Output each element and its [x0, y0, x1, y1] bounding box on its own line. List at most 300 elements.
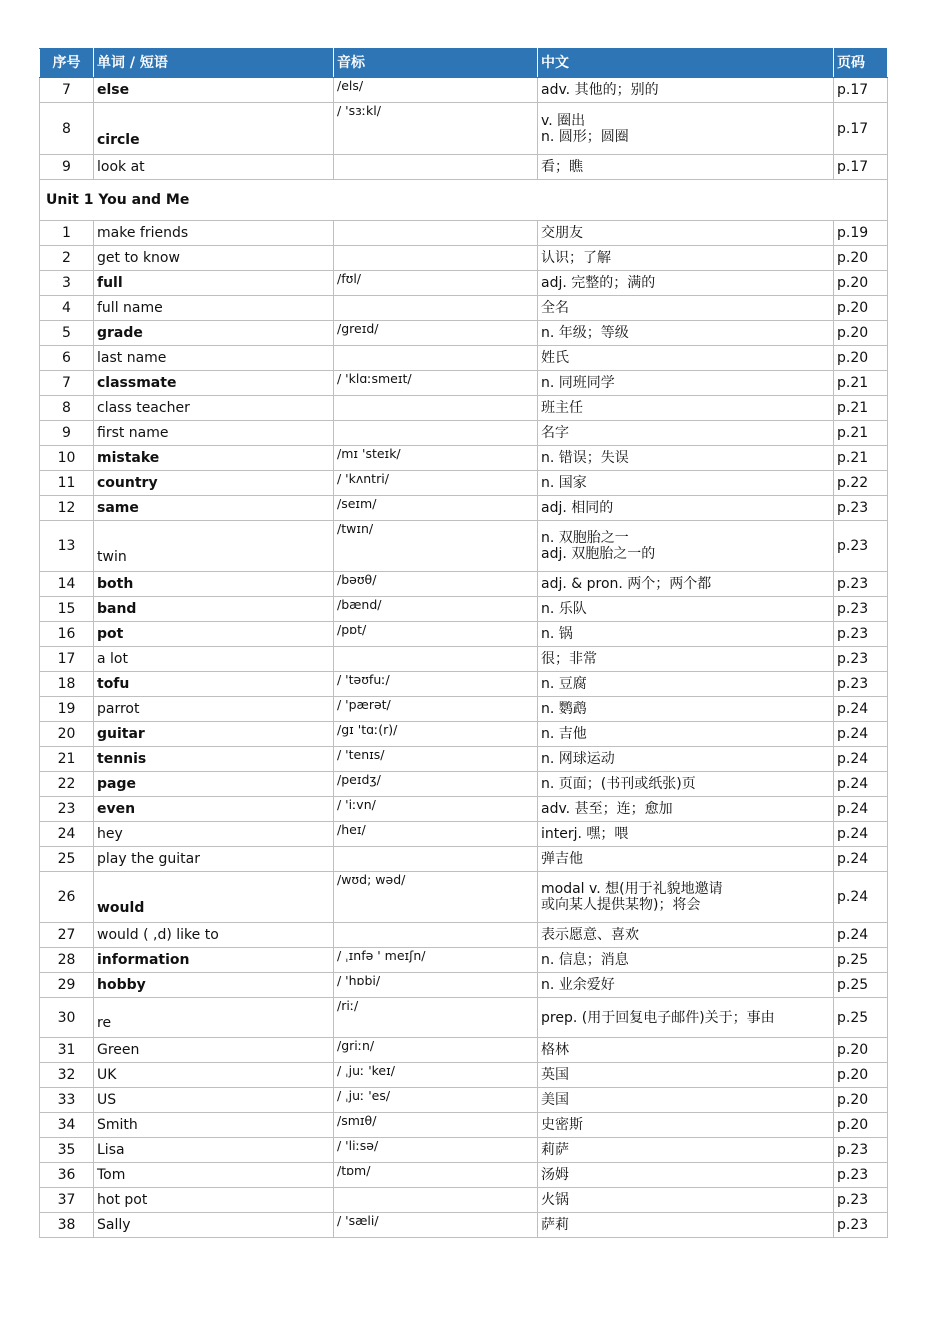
- row-word: UK: [94, 1063, 334, 1088]
- row-word: full: [94, 271, 334, 296]
- table-row: [40, 471, 888, 496]
- row-number: 10: [40, 446, 94, 471]
- row-number: 4: [40, 296, 94, 321]
- chinese-line: adj. 双胞胎之一的: [541, 546, 656, 562]
- row-page: p.17: [834, 78, 888, 103]
- row-phonetic: [334, 155, 538, 180]
- row-number: 33: [40, 1088, 94, 1113]
- table-row: [40, 1063, 888, 1088]
- row-page: p.23: [834, 647, 888, 672]
- row-word: last name: [94, 346, 334, 371]
- row-chinese: [538, 822, 834, 847]
- row-word: else: [94, 78, 334, 103]
- chinese-line: 姓氏: [541, 350, 569, 366]
- row-number: 16: [40, 622, 94, 647]
- table-row: [40, 647, 888, 672]
- row-page: p.24: [834, 722, 888, 747]
- row-word: twin: [94, 521, 334, 572]
- table-row: [40, 722, 888, 747]
- row-phonetic: /seɪm/: [334, 496, 538, 521]
- chinese-line: n. 鹦鹉: [541, 701, 587, 717]
- row-page: p.24: [834, 772, 888, 797]
- row-chinese: [538, 847, 834, 872]
- row-word: get to know: [94, 246, 334, 271]
- row-word: Lisa: [94, 1138, 334, 1163]
- chinese-line: 美国: [541, 1092, 569, 1108]
- row-number: 37: [40, 1188, 94, 1213]
- chinese-line: n. 同班同学: [541, 375, 615, 391]
- table-body-previous: [40, 78, 888, 180]
- row-number: 26: [40, 872, 94, 923]
- row-chinese: [538, 1138, 834, 1163]
- table-row: [40, 847, 888, 872]
- row-word: US: [94, 1088, 334, 1113]
- row-number: 7: [40, 78, 94, 103]
- row-number: 11: [40, 471, 94, 496]
- row-page: p.21: [834, 371, 888, 396]
- table-row: [40, 948, 888, 973]
- row-chinese: [538, 1163, 834, 1188]
- row-word: Sally: [94, 1213, 334, 1238]
- row-word: Smith: [94, 1113, 334, 1138]
- header-word: 单词 / 短语: [94, 49, 334, 78]
- row-word: Tom: [94, 1163, 334, 1188]
- row-chinese: [538, 923, 834, 948]
- chinese-line: 交朋友: [541, 225, 583, 241]
- row-word: both: [94, 572, 334, 597]
- row-chinese: [538, 747, 834, 772]
- row-page: p.20: [834, 1038, 888, 1063]
- row-chinese: [538, 1213, 834, 1238]
- table-row: [40, 521, 888, 572]
- row-number: 31: [40, 1038, 94, 1063]
- header-number: 序号: [40, 49, 94, 78]
- table-row: [40, 446, 888, 471]
- unit-heading-row: [40, 180, 888, 221]
- chinese-line: interj. 嘿；喂: [541, 826, 629, 842]
- row-page: p.23: [834, 521, 888, 572]
- row-phonetic: /fʊl/: [334, 271, 538, 296]
- row-chinese: [538, 1088, 834, 1113]
- row-number: 14: [40, 572, 94, 597]
- chinese-line: 或向某人提供某物)；将会: [541, 897, 701, 913]
- row-page: p.25: [834, 998, 888, 1038]
- row-word: pot: [94, 622, 334, 647]
- row-phonetic: / 'iːvn/: [334, 797, 538, 822]
- row-number: 36: [40, 1163, 94, 1188]
- row-number: 8: [40, 103, 94, 155]
- row-phonetic: / 'pærət/: [334, 697, 538, 722]
- row-number: 35: [40, 1138, 94, 1163]
- row-phonetic: /wʊd; wəd/: [334, 872, 538, 923]
- row-page: p.23: [834, 1188, 888, 1213]
- row-word: parrot: [94, 697, 334, 722]
- table-row: [40, 622, 888, 647]
- row-page: p.23: [834, 1163, 888, 1188]
- row-page: p.20: [834, 271, 888, 296]
- row-phonetic: [334, 923, 538, 948]
- row-page: p.23: [834, 622, 888, 647]
- table-row: [40, 797, 888, 822]
- row-page: p.24: [834, 747, 888, 772]
- row-chinese: [538, 722, 834, 747]
- row-word: class teacher: [94, 396, 334, 421]
- table-row: [40, 923, 888, 948]
- row-phonetic: / ˌjuː 'keɪ/: [334, 1063, 538, 1088]
- row-phonetic: / 'sæli/: [334, 1213, 538, 1238]
- row-page: p.22: [834, 471, 888, 496]
- row-chinese: [538, 396, 834, 421]
- row-phonetic: / 'liːsə/: [334, 1138, 538, 1163]
- row-phonetic: /els/: [334, 78, 538, 103]
- table-row: [40, 597, 888, 622]
- row-number: 38: [40, 1213, 94, 1238]
- chinese-line: adv. 甚至；连；愈加: [541, 801, 673, 817]
- row-chinese: [538, 872, 834, 923]
- chinese-line: adv. 其他的；别的: [541, 82, 659, 98]
- table-row: [40, 747, 888, 772]
- row-word: play the guitar: [94, 847, 334, 872]
- table-row: [40, 822, 888, 847]
- row-phonetic: / 'klɑːsmeɪt/: [334, 371, 538, 396]
- row-chinese: [538, 296, 834, 321]
- row-page: p.23: [834, 1138, 888, 1163]
- row-chinese: [538, 371, 834, 396]
- table-row: [40, 1038, 888, 1063]
- row-word: circle: [94, 103, 334, 155]
- row-number: 30: [40, 998, 94, 1038]
- row-number: 1: [40, 221, 94, 246]
- chinese-line: 弹吉他: [541, 851, 583, 867]
- row-page: p.23: [834, 1213, 888, 1238]
- row-chinese: [538, 797, 834, 822]
- row-phonetic: /greɪd/: [334, 321, 538, 346]
- row-phonetic: /griːn/: [334, 1038, 538, 1063]
- row-page: p.20: [834, 246, 888, 271]
- row-phonetic: [334, 647, 538, 672]
- row-phonetic: / 'kʌntri/: [334, 471, 538, 496]
- row-phonetic: [334, 421, 538, 446]
- row-phonetic: /peɪdʒ/: [334, 772, 538, 797]
- row-number: 18: [40, 672, 94, 697]
- row-page: p.20: [834, 1113, 888, 1138]
- row-phonetic: /bəʊθ/: [334, 572, 538, 597]
- row-page: p.23: [834, 672, 888, 697]
- unit-heading-body: [40, 180, 888, 221]
- header-page: 页码: [834, 49, 888, 78]
- table-row: [40, 1163, 888, 1188]
- chinese-line: n. 错误；失误: [541, 450, 629, 466]
- chinese-line: 表示愿意、喜欢: [541, 927, 639, 943]
- row-page: p.20: [834, 296, 888, 321]
- row-word: Green: [94, 1038, 334, 1063]
- table-row: [40, 998, 888, 1038]
- row-page: p.24: [834, 797, 888, 822]
- row-phonetic: [334, 1188, 538, 1213]
- row-word: hey: [94, 822, 334, 847]
- row-chinese: [538, 572, 834, 597]
- unit-heading: Unit 1 You and Me: [40, 180, 888, 221]
- row-phonetic: [334, 221, 538, 246]
- chinese-line: n. 吉他: [541, 726, 587, 742]
- table-row: [40, 346, 888, 371]
- row-chinese: [538, 246, 834, 271]
- row-number: 25: [40, 847, 94, 872]
- table-body-unit1: [40, 221, 888, 1238]
- row-word: mistake: [94, 446, 334, 471]
- row-number: 7: [40, 371, 94, 396]
- chinese-line: 看；瞧: [541, 159, 583, 175]
- row-chinese: [538, 998, 834, 1038]
- row-page: p.23: [834, 597, 888, 622]
- header-phonetic: 音标: [334, 49, 538, 78]
- row-word: first name: [94, 421, 334, 446]
- row-phonetic: /heɪ/: [334, 822, 538, 847]
- row-page: p.24: [834, 872, 888, 923]
- chinese-line: n. 年级；等级: [541, 325, 629, 341]
- table-row: [40, 772, 888, 797]
- table-row: [40, 872, 888, 923]
- chinese-line: 英国: [541, 1067, 569, 1083]
- chinese-line: adj. & pron. 两个；两个都: [541, 576, 712, 592]
- row-word: page: [94, 772, 334, 797]
- chinese-line: n. 页面；(书刊或纸张)页: [541, 776, 696, 792]
- row-phonetic: / ˌɪnfə ' meɪʃn/: [334, 948, 538, 973]
- chinese-line: adj. 相同的: [541, 500, 614, 516]
- row-chinese: [538, 1038, 834, 1063]
- table-row: [40, 271, 888, 296]
- row-chinese: [538, 672, 834, 697]
- row-word: hobby: [94, 973, 334, 998]
- row-page: p.24: [834, 697, 888, 722]
- row-phonetic: [334, 396, 538, 421]
- table-row: [40, 421, 888, 446]
- row-word: even: [94, 797, 334, 822]
- table-row: [40, 1138, 888, 1163]
- row-phonetic: / 'hɒbi/: [334, 973, 538, 998]
- row-page: p.21: [834, 421, 888, 446]
- header-row: [40, 49, 888, 78]
- row-chinese: [538, 221, 834, 246]
- row-word: full name: [94, 296, 334, 321]
- row-number: 20: [40, 722, 94, 747]
- row-number: 34: [40, 1113, 94, 1138]
- row-word: tofu: [94, 672, 334, 697]
- row-number: 12: [40, 496, 94, 521]
- row-chinese: [538, 346, 834, 371]
- chinese-line: 班主任: [541, 400, 583, 416]
- row-chinese: [538, 647, 834, 672]
- row-number: 2: [40, 246, 94, 271]
- row-number: 19: [40, 697, 94, 722]
- row-number: 3: [40, 271, 94, 296]
- chinese-line: 史密斯: [541, 1117, 583, 1133]
- row-chinese: [538, 622, 834, 647]
- table-row: [40, 103, 888, 155]
- row-page: p.25: [834, 973, 888, 998]
- row-number: 17: [40, 647, 94, 672]
- row-chinese: [538, 155, 834, 180]
- row-number: 8: [40, 396, 94, 421]
- table-row: [40, 973, 888, 998]
- chinese-line: prep. (用于回复电子邮件)关于；事由: [541, 1009, 775, 1026]
- chinese-line: n. 豆腐: [541, 676, 587, 692]
- table-row: [40, 371, 888, 396]
- chinese-line: 火锅: [541, 1192, 569, 1208]
- table-row: [40, 1213, 888, 1238]
- row-page: p.19: [834, 221, 888, 246]
- table-row: [40, 1088, 888, 1113]
- row-chinese: [538, 471, 834, 496]
- row-chinese: [538, 948, 834, 973]
- row-page: p.21: [834, 396, 888, 421]
- chinese-line: 全名: [541, 300, 569, 316]
- row-word: re: [94, 998, 334, 1038]
- row-phonetic: [334, 346, 538, 371]
- row-phonetic: / 'sɜːkl/: [334, 103, 538, 155]
- vocabulary-table: [39, 48, 888, 1238]
- row-page: p.21: [834, 446, 888, 471]
- row-phonetic: [334, 296, 538, 321]
- row-number: 6: [40, 346, 94, 371]
- row-phonetic: /gɪ 'tɑː(r)/: [334, 722, 538, 747]
- row-word: make friends: [94, 221, 334, 246]
- row-page: p.17: [834, 155, 888, 180]
- chinese-line: n. 双胞胎之一: [541, 530, 629, 546]
- row-page: p.23: [834, 572, 888, 597]
- row-word: classmate: [94, 371, 334, 396]
- row-chinese: [538, 103, 834, 155]
- table-row: [40, 572, 888, 597]
- chinese-line: n. 业余爱好: [541, 977, 615, 993]
- chinese-line: adj. 完整的；满的: [541, 275, 656, 291]
- table-row: [40, 496, 888, 521]
- row-number: 13: [40, 521, 94, 572]
- table-row: [40, 1113, 888, 1138]
- row-phonetic: /riː/: [334, 998, 538, 1038]
- chinese-line: n. 乐队: [541, 601, 587, 617]
- row-page: p.20: [834, 346, 888, 371]
- chinese-line: v. 圈出: [541, 112, 586, 129]
- table-row: [40, 697, 888, 722]
- row-phonetic: [334, 246, 538, 271]
- row-chinese: [538, 1188, 834, 1213]
- chinese-line: n. 圆形；圆圈: [541, 128, 629, 145]
- row-page: p.24: [834, 822, 888, 847]
- row-word: a lot: [94, 647, 334, 672]
- row-chinese: [538, 1113, 834, 1138]
- row-number: 9: [40, 421, 94, 446]
- row-word: guitar: [94, 722, 334, 747]
- row-phonetic: /tɒm/: [334, 1163, 538, 1188]
- table-row: [40, 396, 888, 421]
- table-row: [40, 296, 888, 321]
- row-chinese: [538, 597, 834, 622]
- row-phonetic: [334, 847, 538, 872]
- row-chinese: [538, 1063, 834, 1088]
- row-page: p.20: [834, 1088, 888, 1113]
- chinese-line: 莉萨: [541, 1142, 569, 1158]
- row-word: same: [94, 496, 334, 521]
- row-number: 29: [40, 973, 94, 998]
- row-chinese: [538, 421, 834, 446]
- row-page: p.23: [834, 496, 888, 521]
- row-page: p.20: [834, 321, 888, 346]
- row-page: p.25: [834, 948, 888, 973]
- chinese-line: n. 国家: [541, 475, 587, 491]
- row-phonetic: /mɪ 'steɪk/: [334, 446, 538, 471]
- chinese-line: 萨莉: [541, 1217, 569, 1233]
- table-row: [40, 246, 888, 271]
- row-chinese: [538, 271, 834, 296]
- chinese-line: n. 信息；消息: [541, 952, 629, 968]
- row-word: tennis: [94, 747, 334, 772]
- row-number: 28: [40, 948, 94, 973]
- row-chinese: [538, 446, 834, 471]
- row-phonetic: /bænd/: [334, 597, 538, 622]
- chinese-line: 名字: [541, 425, 569, 441]
- table-row: [40, 321, 888, 346]
- table-row: [40, 78, 888, 103]
- header-chinese: 中文: [538, 49, 834, 78]
- row-number: 9: [40, 155, 94, 180]
- row-phonetic: / 'tenɪs/: [334, 747, 538, 772]
- row-page: p.20: [834, 1063, 888, 1088]
- row-word: look at: [94, 155, 334, 180]
- row-number: 24: [40, 822, 94, 847]
- row-page: p.24: [834, 923, 888, 948]
- row-chinese: [538, 321, 834, 346]
- row-phonetic: /smɪθ/: [334, 1113, 538, 1138]
- row-phonetic: /pɒt/: [334, 622, 538, 647]
- row-chinese: [538, 697, 834, 722]
- table-row: [40, 672, 888, 697]
- table-row: [40, 1188, 888, 1213]
- chinese-line: n. 网球运动: [541, 751, 615, 767]
- row-number: 15: [40, 597, 94, 622]
- row-chinese: [538, 973, 834, 998]
- chinese-line: 很；非常: [541, 651, 597, 667]
- chinese-line: modal v. 想(用于礼貌地邀请: [541, 881, 723, 897]
- chinese-line: n. 锅: [541, 626, 573, 642]
- row-chinese: [538, 78, 834, 103]
- row-chinese: [538, 496, 834, 521]
- row-chinese: [538, 521, 834, 572]
- row-page: p.24: [834, 847, 888, 872]
- row-phonetic: / 'təʊfuː/: [334, 672, 538, 697]
- row-word: hot pot: [94, 1188, 334, 1213]
- table-row: [40, 155, 888, 180]
- row-number: 21: [40, 747, 94, 772]
- row-number: 5: [40, 321, 94, 346]
- row-page: p.17: [834, 103, 888, 155]
- row-number: 23: [40, 797, 94, 822]
- row-number: 27: [40, 923, 94, 948]
- row-word: band: [94, 597, 334, 622]
- table-row: [40, 221, 888, 246]
- row-chinese: [538, 772, 834, 797]
- chinese-line: 汤姆: [541, 1167, 569, 1183]
- row-phonetic: /twɪn/: [334, 521, 538, 572]
- row-word: grade: [94, 321, 334, 346]
- row-number: 22: [40, 772, 94, 797]
- chinese-line: 认识；了解: [541, 250, 611, 266]
- row-phonetic: / ˌjuː 'es/: [334, 1088, 538, 1113]
- row-number: 32: [40, 1063, 94, 1088]
- row-word: would: [94, 872, 334, 923]
- row-word: would ( ,d) like to: [94, 923, 334, 948]
- row-word: country: [94, 471, 334, 496]
